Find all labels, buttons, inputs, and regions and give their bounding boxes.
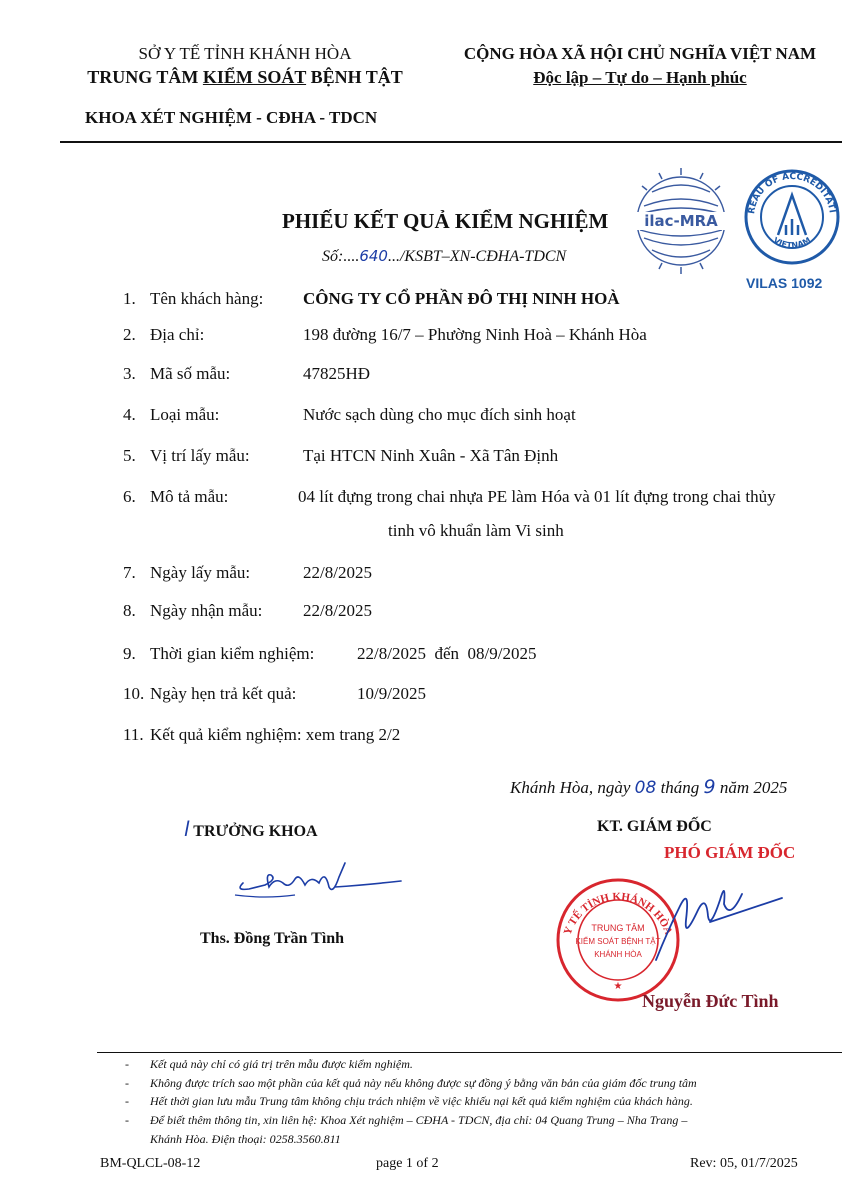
handwritten-month: 9 xyxy=(703,776,716,798)
page-number: page 1 of 2 xyxy=(376,1156,439,1171)
deputy-director-title: PHÓ GIÁM ĐỐC xyxy=(664,843,796,862)
boa-country: VIETNAM xyxy=(771,235,813,251)
document-number: Số:....640.../KSBT–XN-CĐHA-TDCN xyxy=(322,247,567,265)
director-signature-icon xyxy=(650,860,790,970)
customer-name: CÔNG TY CỔ PHẦN ĐÔ THỊ NINH HOÀ xyxy=(303,289,620,308)
ilac-text: ilac-MRA xyxy=(644,212,718,230)
stamp-ring-text: Y TẾ TỈNH KHÁNH HÒA xyxy=(561,890,675,937)
stamp-line3: KHÁNH HÒA xyxy=(594,950,642,959)
vilas-code: VILAS 1092 xyxy=(746,275,823,291)
motto-line: Độc lập – Tự do – Hạnh phúc xyxy=(533,68,747,87)
document-title: PHIẾU KẾT QUẢ KIỂM NGHIỆM xyxy=(282,209,609,233)
ilac-globe-icon xyxy=(622,162,740,280)
boa-emblem-icon xyxy=(742,167,842,267)
header-right xyxy=(440,44,840,88)
head-signature-icon xyxy=(225,855,425,915)
form-code: BM-QLCL-08-12 xyxy=(100,1156,201,1171)
header-left xyxy=(60,44,430,88)
stamp-star-icon: ★ xyxy=(613,981,623,992)
boa-logo xyxy=(742,167,842,289)
footer-note-continuation: Khánh Hòa. Điện thoại: 0258.3560.811 xyxy=(150,1132,341,1146)
handwritten-mark: l xyxy=(184,817,190,841)
svg-text:VIETNAM xyxy=(772,236,813,250)
handwritten-number: 640 xyxy=(359,247,388,265)
handwritten-day: 08 xyxy=(634,778,657,798)
footer-divider xyxy=(97,1052,842,1053)
head-of-department-name: Ths. Đồng Trần Tình xyxy=(200,930,345,947)
signing-date: Khánh Hòa, ngày 08 tháng 9 năm 2025 xyxy=(510,776,788,798)
nation-line: CỘNG HÒA XÃ HỘI CHỦ NGHĨA VIỆT NAM xyxy=(463,44,817,63)
field-sample-description-cont: tinh vô khuẩn làm Vi sinh xyxy=(388,521,564,540)
head-of-department-title: l TRƯỞNG KHOA xyxy=(184,817,318,841)
center-name: TRUNG TÂM KIỂM SOÁT BỆNH TẬT xyxy=(87,67,403,87)
department-name: KHOA XÉT NGHIỆM - CĐHA - TDCN xyxy=(85,108,378,127)
stamp-line2: KIỂM SOÁT BỆNH TẬT xyxy=(575,937,661,946)
director-name: Nguyễn Đức Tình xyxy=(642,991,779,1011)
revision: Rev: 05, 01/7/2025 xyxy=(690,1156,798,1171)
ilac-mra-logo xyxy=(622,162,740,280)
stamp-line1: TRUNG TÂM xyxy=(591,923,645,933)
header-divider xyxy=(60,141,842,143)
boa-ring-text: REAU OF ACCREDITATI xyxy=(747,171,837,215)
director-title: KT. GIÁM ĐỐC xyxy=(597,818,712,835)
ministry-line: SỞ Y TẾ TỈNH KHÁNH HÒA xyxy=(138,44,352,63)
